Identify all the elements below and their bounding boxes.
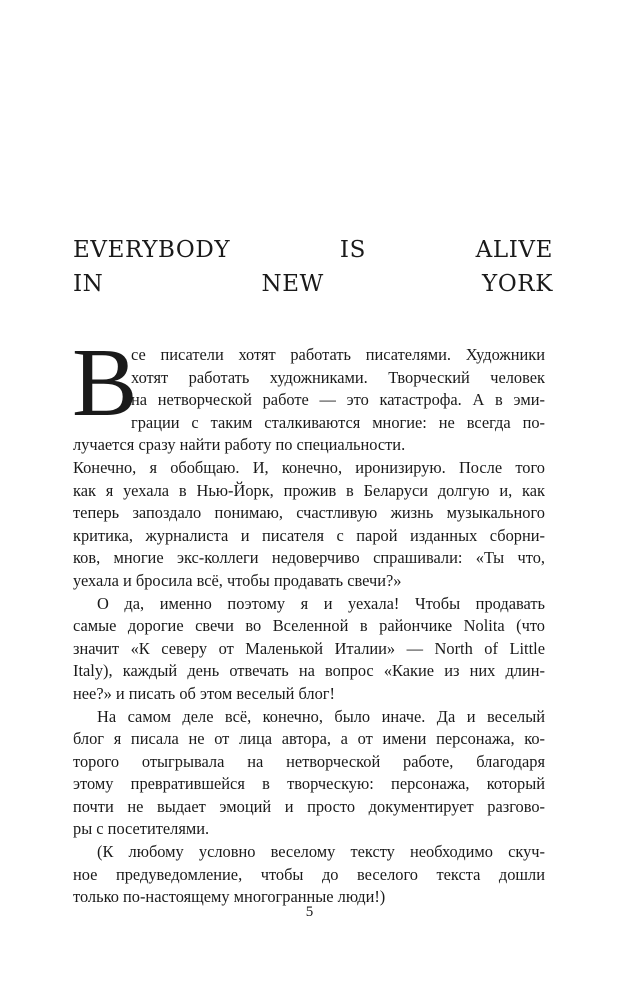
text-line: самые дорогие свечи во Вселенной в райончике Nolita (что (73, 616, 545, 636)
text-line: (К любому условно веселому тексту необходимо скуч- (97, 842, 545, 862)
text-line: уехала и бросила всё, чтобы продавать свечи?» (73, 570, 402, 590)
text-line: значит «К северу от Маленькой Италии» — North of Little (73, 638, 545, 658)
paragraph-5 (73, 841, 545, 909)
text-line: торого отыгрывала на нетворческой работе, благодаря (73, 751, 545, 771)
text-line: лучается сразу найти работу по специальности. (73, 435, 406, 455)
paragraph-4 (73, 706, 545, 842)
text-line: На самом деле всё, конечно, было иначе. Да и веселый (97, 706, 545, 726)
text-line: Italy), каждый день отвечать на вопрос «Какие из них длин- (73, 661, 545, 681)
body-text (72, 329, 545, 909)
text-line: почти не выдает эмоций и просто документирует разгово- (73, 796, 545, 816)
page-number: 5 (305, 904, 314, 920)
text-line: ков, многие экс-коллеги недоверчиво спрашивали: «Ты что, (73, 548, 545, 568)
text-line: се писатели хотят работать писателями. Художники (131, 345, 545, 364)
chapter-title (73, 233, 553, 301)
text-line: на нетворческой работе — это катастрофа. А в эми- (131, 390, 545, 410)
paragraph-3 (73, 593, 545, 706)
drop-cap: В (72, 329, 138, 437)
text-line: как я уехала в Нью-Йорк, прожив в Беларуси долгую и, как (73, 480, 545, 500)
text-line: грации с таким сталкиваются многие: не всегда по- (131, 412, 545, 432)
text-line: блог я писала не от лица автора, а от имени персонажа, ко- (73, 729, 545, 749)
text-line: теперь запоздало понимаю, счастливую жизнь музыкального (73, 503, 545, 523)
text-line: ры с посетителями. (73, 819, 210, 839)
chapter-title-line-1: EVERYBODY IS ALIVE (73, 237, 553, 263)
text-line: О да, именно поэтому я и уехала! Чтобы продавать (97, 593, 545, 613)
chapter-title-line-2: IN NEW YORK (73, 271, 553, 297)
paragraph-2 (73, 457, 545, 593)
text-line: этому превратившейся в творческую: персонажа, который (73, 774, 545, 794)
text-line: Конечно, я обобщаю. И, конечно, иронизирую. После того (73, 457, 545, 477)
text-line: только по-настоящему многогранные люди!) (73, 887, 386, 907)
text-line: хотят работать художниками. Творческий человек (131, 367, 545, 387)
text-line: ное предуведомление, чтобы до веселого текста дошли (73, 864, 545, 884)
paragraph-1 (72, 329, 545, 457)
text-line: критика, журналиста и писателя с парой изданных сборни- (73, 525, 545, 545)
text-line: нее?» и писать об этом веселый блог! (73, 683, 335, 703)
